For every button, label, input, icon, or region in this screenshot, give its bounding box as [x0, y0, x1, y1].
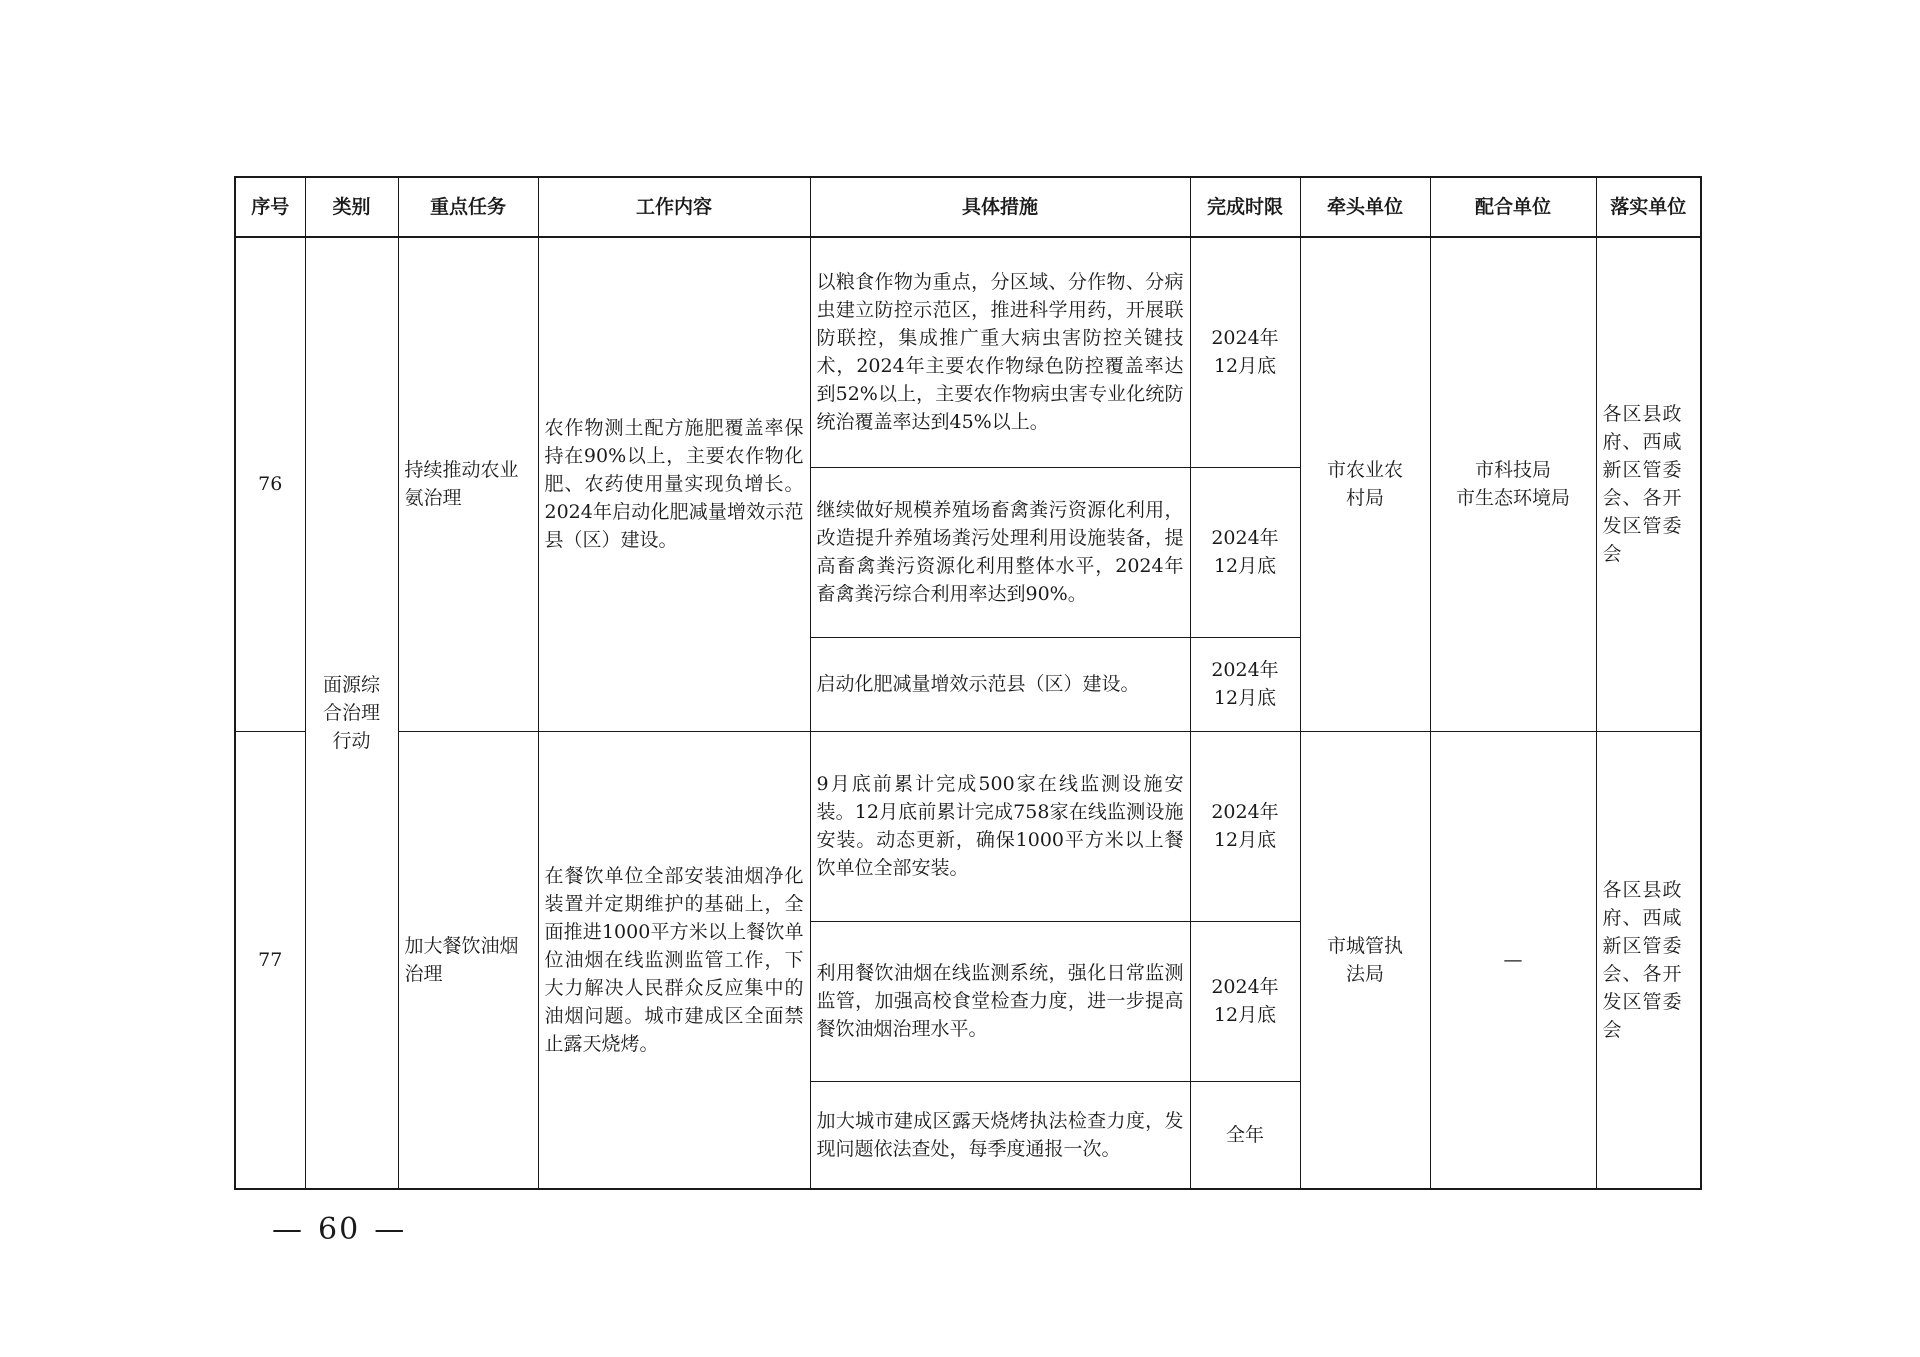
header-cell: 重点任务 [398, 177, 538, 237]
header-cell: 牵头单位 [1300, 177, 1430, 237]
table-header-row [235, 177, 1701, 237]
header-cell: 序号 [235, 177, 305, 237]
coop-unit-cell: — [1430, 731, 1596, 1189]
lead-unit-cell [1300, 731, 1430, 1189]
impl-unit-cell: 各区县政府、西咸新区管委会、各开发区管委会 [1596, 731, 1701, 1189]
page-number [272, 1212, 406, 1247]
measure-cell: 利用餐饮油烟在线监测系统，强化日常监测监管，加强高校食堂检查力度，进一步提高餐饮油烟治理水平。 [810, 921, 1190, 1081]
coop-unit-cell: 市科技局 市生态环境局 [1430, 237, 1596, 731]
measure-cell: 9月底前累计完成500家在线监测设施安装。12月底前累计完成758家在线监测设施安装。动态更新，确保1000平方米以上餐饮单位全部安装。 [810, 731, 1190, 921]
row-number: 76 [235, 237, 305, 731]
page-dash-right: — [374, 1212, 407, 1247]
measure-cell: 启动化肥减量增效示范县（区）建设。 [810, 637, 1190, 731]
task-cell: 加大餐饮油烟治理 [398, 731, 538, 1189]
content-cell: 农作物测土配方施肥覆盖率保持在90%以上，主要农作物化肥、农药使用量实现负增长。2024年启动化肥减量增效示范县（区）建设。 [538, 237, 810, 731]
header-cell: 落实单位 [1596, 177, 1701, 237]
header-cell: 配合单位 [1430, 177, 1596, 237]
impl-unit-cell: 各区县政府、西咸新区管委会、各开发区管委会 [1596, 237, 1701, 731]
deadline-cell: 2024年 12月底 [1190, 731, 1300, 921]
header-cell: 工作内容 [538, 177, 810, 237]
deadline-cell: 2024年 12月底 [1190, 467, 1300, 637]
deadline-cell: 2024年 12月底 [1190, 637, 1300, 731]
header-cell: 类别 [305, 177, 398, 237]
row-number: 77 [235, 731, 305, 1189]
deadline-cell: 2024年 12月底 [1190, 921, 1300, 1081]
task-cell: 持续推动农业氨治理 [398, 237, 538, 731]
lead-unit-cell [1300, 237, 1430, 731]
content-cell: 在餐饮单位全部安装油烟净化装置并定期维护的基础上，全面推进1000平方米以上餐饮单位油烟在线监测监管工作，下大力解决人民群众反应集中的油烟问题。城市建成区全面禁止露天烧烤。 [538, 731, 810, 1189]
header-cell: 具体措施 [810, 177, 1190, 237]
lead-unit-text: 市农业农村局 [1326, 459, 1403, 510]
table-row [235, 237, 1701, 467]
deadline-cell: 2024年 12月底 [1190, 237, 1300, 467]
measure-cell: 加大城市建成区露天烧烤执法检查力度，发现问题依法查处，每季度通报一次。 [810, 1081, 1190, 1189]
category-text: 面源综合治理行动 [322, 674, 380, 752]
deadline-cell: 全年 [1190, 1081, 1300, 1189]
page-number-value: 60 [318, 1212, 361, 1247]
header-cell: 完成时限 [1190, 177, 1300, 237]
page-dash-left: — [272, 1212, 304, 1247]
measure-cell: 继续做好规模养殖场畜禽粪污资源化利用，改造提升养殖场粪污处理利用设施装备，提高畜禽粪污资源化利用整体水平，2024年畜禽粪污综合利用率达到90%。 [810, 467, 1190, 637]
lead-unit-text: 市城管执法局 [1326, 934, 1403, 985]
work-plan-table [234, 176, 1702, 1190]
category-cell [305, 237, 398, 1189]
table-row [235, 731, 1701, 921]
measure-cell: 以粮食作物为重点，分区域、分作物、分病虫建立防控示范区，推进科学用药，开展联防联控，集成推广重大病虫害防控关键技术，2024年主要农作物绿色防控覆盖率达到52%以上，主要农作物病虫害专业化统防统治覆盖率达到45%以上。 [810, 237, 1190, 467]
